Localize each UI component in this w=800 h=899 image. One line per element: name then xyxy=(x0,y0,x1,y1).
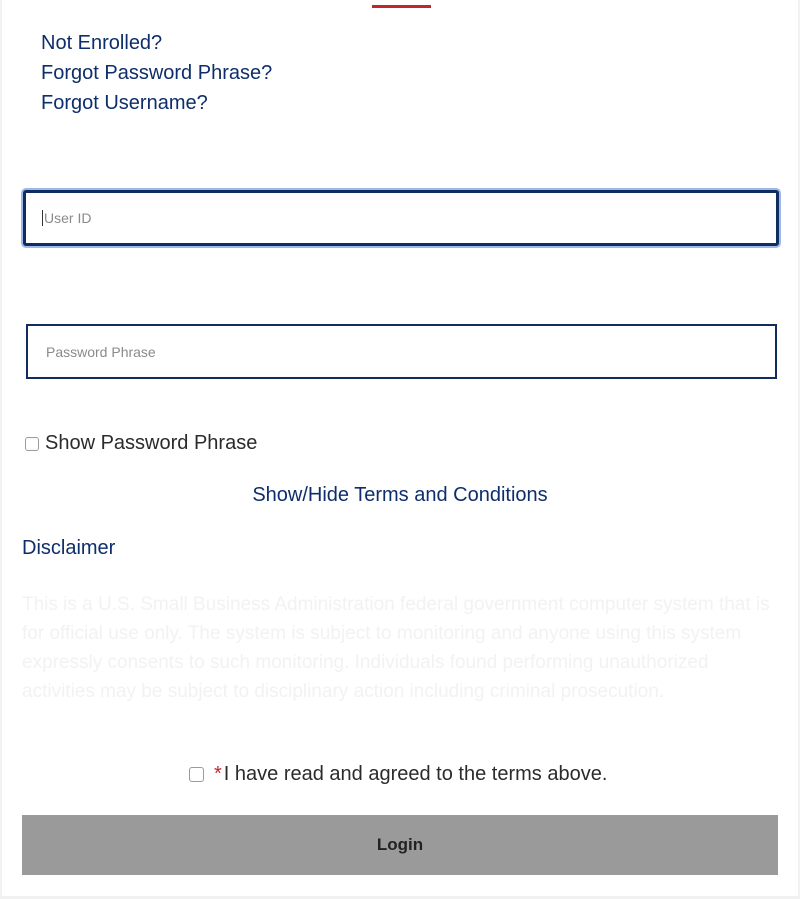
show-password-row xyxy=(25,432,257,455)
user-id-input[interactable] xyxy=(42,192,776,244)
agree-terms-row xyxy=(189,763,607,786)
not-enrolled-link[interactable]: Not Enrolled? xyxy=(41,32,163,54)
agree-terms-checkbox[interactable] xyxy=(189,767,204,782)
forgot-password-link[interactable]: Forgot Password Phrase? xyxy=(41,62,273,84)
terms-toggle-link[interactable]: Show/Hide Terms and Conditions xyxy=(252,484,548,506)
disclaimer-text: This is a U.S. Small Business Administration federal government computer system that is for official use only. The system is subject to monitoring and anyone using this system expressly consents to such monitoring. Individuals found performing unauthorized activities may be subject to disciplinary action including criminal prosecution. xyxy=(22,594,770,702)
password-field-wrapper xyxy=(26,324,777,379)
login-page xyxy=(2,0,798,896)
help-links xyxy=(41,28,272,118)
show-password-label[interactable]: Show Password Phrase xyxy=(45,432,258,454)
agree-terms-label[interactable]: I have read and agreed to the terms above. xyxy=(223,763,608,785)
login-button[interactable]: Login xyxy=(22,815,778,875)
show-password-checkbox[interactable] xyxy=(25,437,39,451)
disclaimer-title: Disclaimer xyxy=(22,537,116,559)
accent-bar xyxy=(372,5,431,8)
password-phrase-input[interactable] xyxy=(44,325,775,378)
forgot-username-link[interactable]: Forgot Username? xyxy=(41,92,208,114)
user-id-field-wrapper xyxy=(23,190,779,246)
required-mark: * xyxy=(214,763,222,785)
